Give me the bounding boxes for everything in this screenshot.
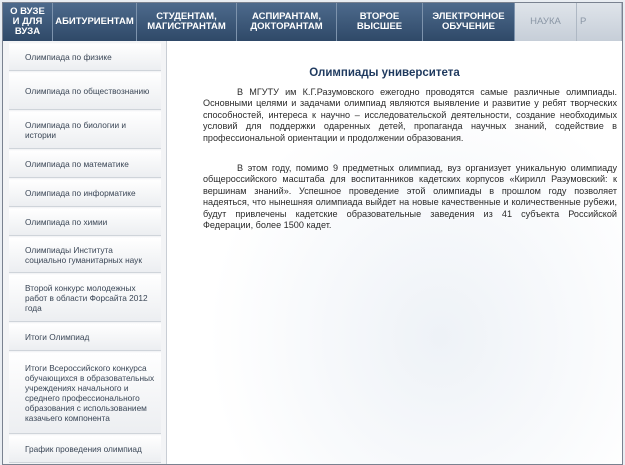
main-content	[167, 41, 622, 464]
sidebar	[3, 41, 167, 464]
nav-item-students[interactable]: СТУДЕНТАМ, МАГИСТРАНТАМ	[137, 3, 237, 41]
sidebar-item-chemistry[interactable]: Олимпиада по химии	[9, 208, 161, 236]
sidebar-item-biology-history[interactable]: Олимпиада по биологии и истории	[9, 111, 161, 149]
sidebar-item-social-studies[interactable]: Олимпиада по обществознанию	[9, 72, 161, 110]
sidebar-item-physics[interactable]: Олимпиада по физике	[9, 43, 161, 71]
nav-item-applicants[interactable]: АБИТУРИЕНТАМ	[53, 3, 137, 41]
nav-item-about[interactable]: О ВУЗЕ И ДЛЯ ВУЗА	[3, 3, 53, 41]
top-navigation	[3, 3, 622, 41]
nav-item-science[interactable]: НАУКА	[515, 3, 577, 41]
sidebar-item-math[interactable]: Олимпиада по математике	[9, 150, 161, 178]
sidebar-item-foresight-contest[interactable]: Второй конкурс молодежных работ в области Форсайта 2012 года	[9, 274, 161, 322]
sidebar-item-humanities-institute[interactable]: Олимпиады Института социально гуманитарных наук	[9, 237, 161, 273]
nav-item-postgraduates[interactable]: АСПИРАНТАМ, ДОКТОРАНТАМ	[237, 3, 337, 41]
intro-paragraph: В МГУТУ им К.Г.Разумовского ежегодно проводятся самые различные олимпиады. Основными целями и задачами олимпиад являются выявление и развитие у ребят творческих способностей, интереса к научно – исследовательской деятельности, создание необходимых условий для поддержки одаренных детей, пропаганда научных знаний, содействие в профессиональной ориентации и продолжении образования.	[203, 87, 617, 143]
nav-item-e-learning[interactable]: ЭЛЕКТРОННОЕ ОБУЧЕНИЕ	[423, 3, 515, 41]
sidebar-item-schedule[interactable]: График проведения олимпиад	[9, 435, 161, 463]
cadet-olympiad-paragraph: В этом году, помимо 9 предметных олимпиад, вуз организует уникальную олимпиаду общероссийского масштаба для воспитанников кадетских корпусов «Кирилл Разумовский: к вершинам знаний». Успешное проведение этой олимпиады в прошлом году позволяет надеяться, что нынешняя олимпиада выйдет на новые качественные и количественные рубежи, будут привлечены кадетские образовательные заведения из 41 субъекта Российской Федерации, более 1500 кадет.	[203, 163, 617, 231]
nav-item-second-degree[interactable]: ВТОРОЕ ВЫСШЕЕ	[337, 3, 423, 41]
browser-frame	[2, 2, 623, 465]
sidebar-item-cossack-contest[interactable]: Итоги Всероссийского конкурса обучающихся в образовательных учреждениях начального и среднего профессионального образования с использованием казачьего компонента	[9, 352, 161, 434]
sidebar-item-informatics[interactable]: Олимпиада по информатике	[9, 179, 161, 207]
page-title: Олимпиады университета	[309, 67, 460, 79]
nav-item-truncated[interactable]: Р	[577, 3, 622, 41]
sidebar-item-olympiad-results[interactable]: Итоги Олимпиад	[9, 323, 161, 351]
